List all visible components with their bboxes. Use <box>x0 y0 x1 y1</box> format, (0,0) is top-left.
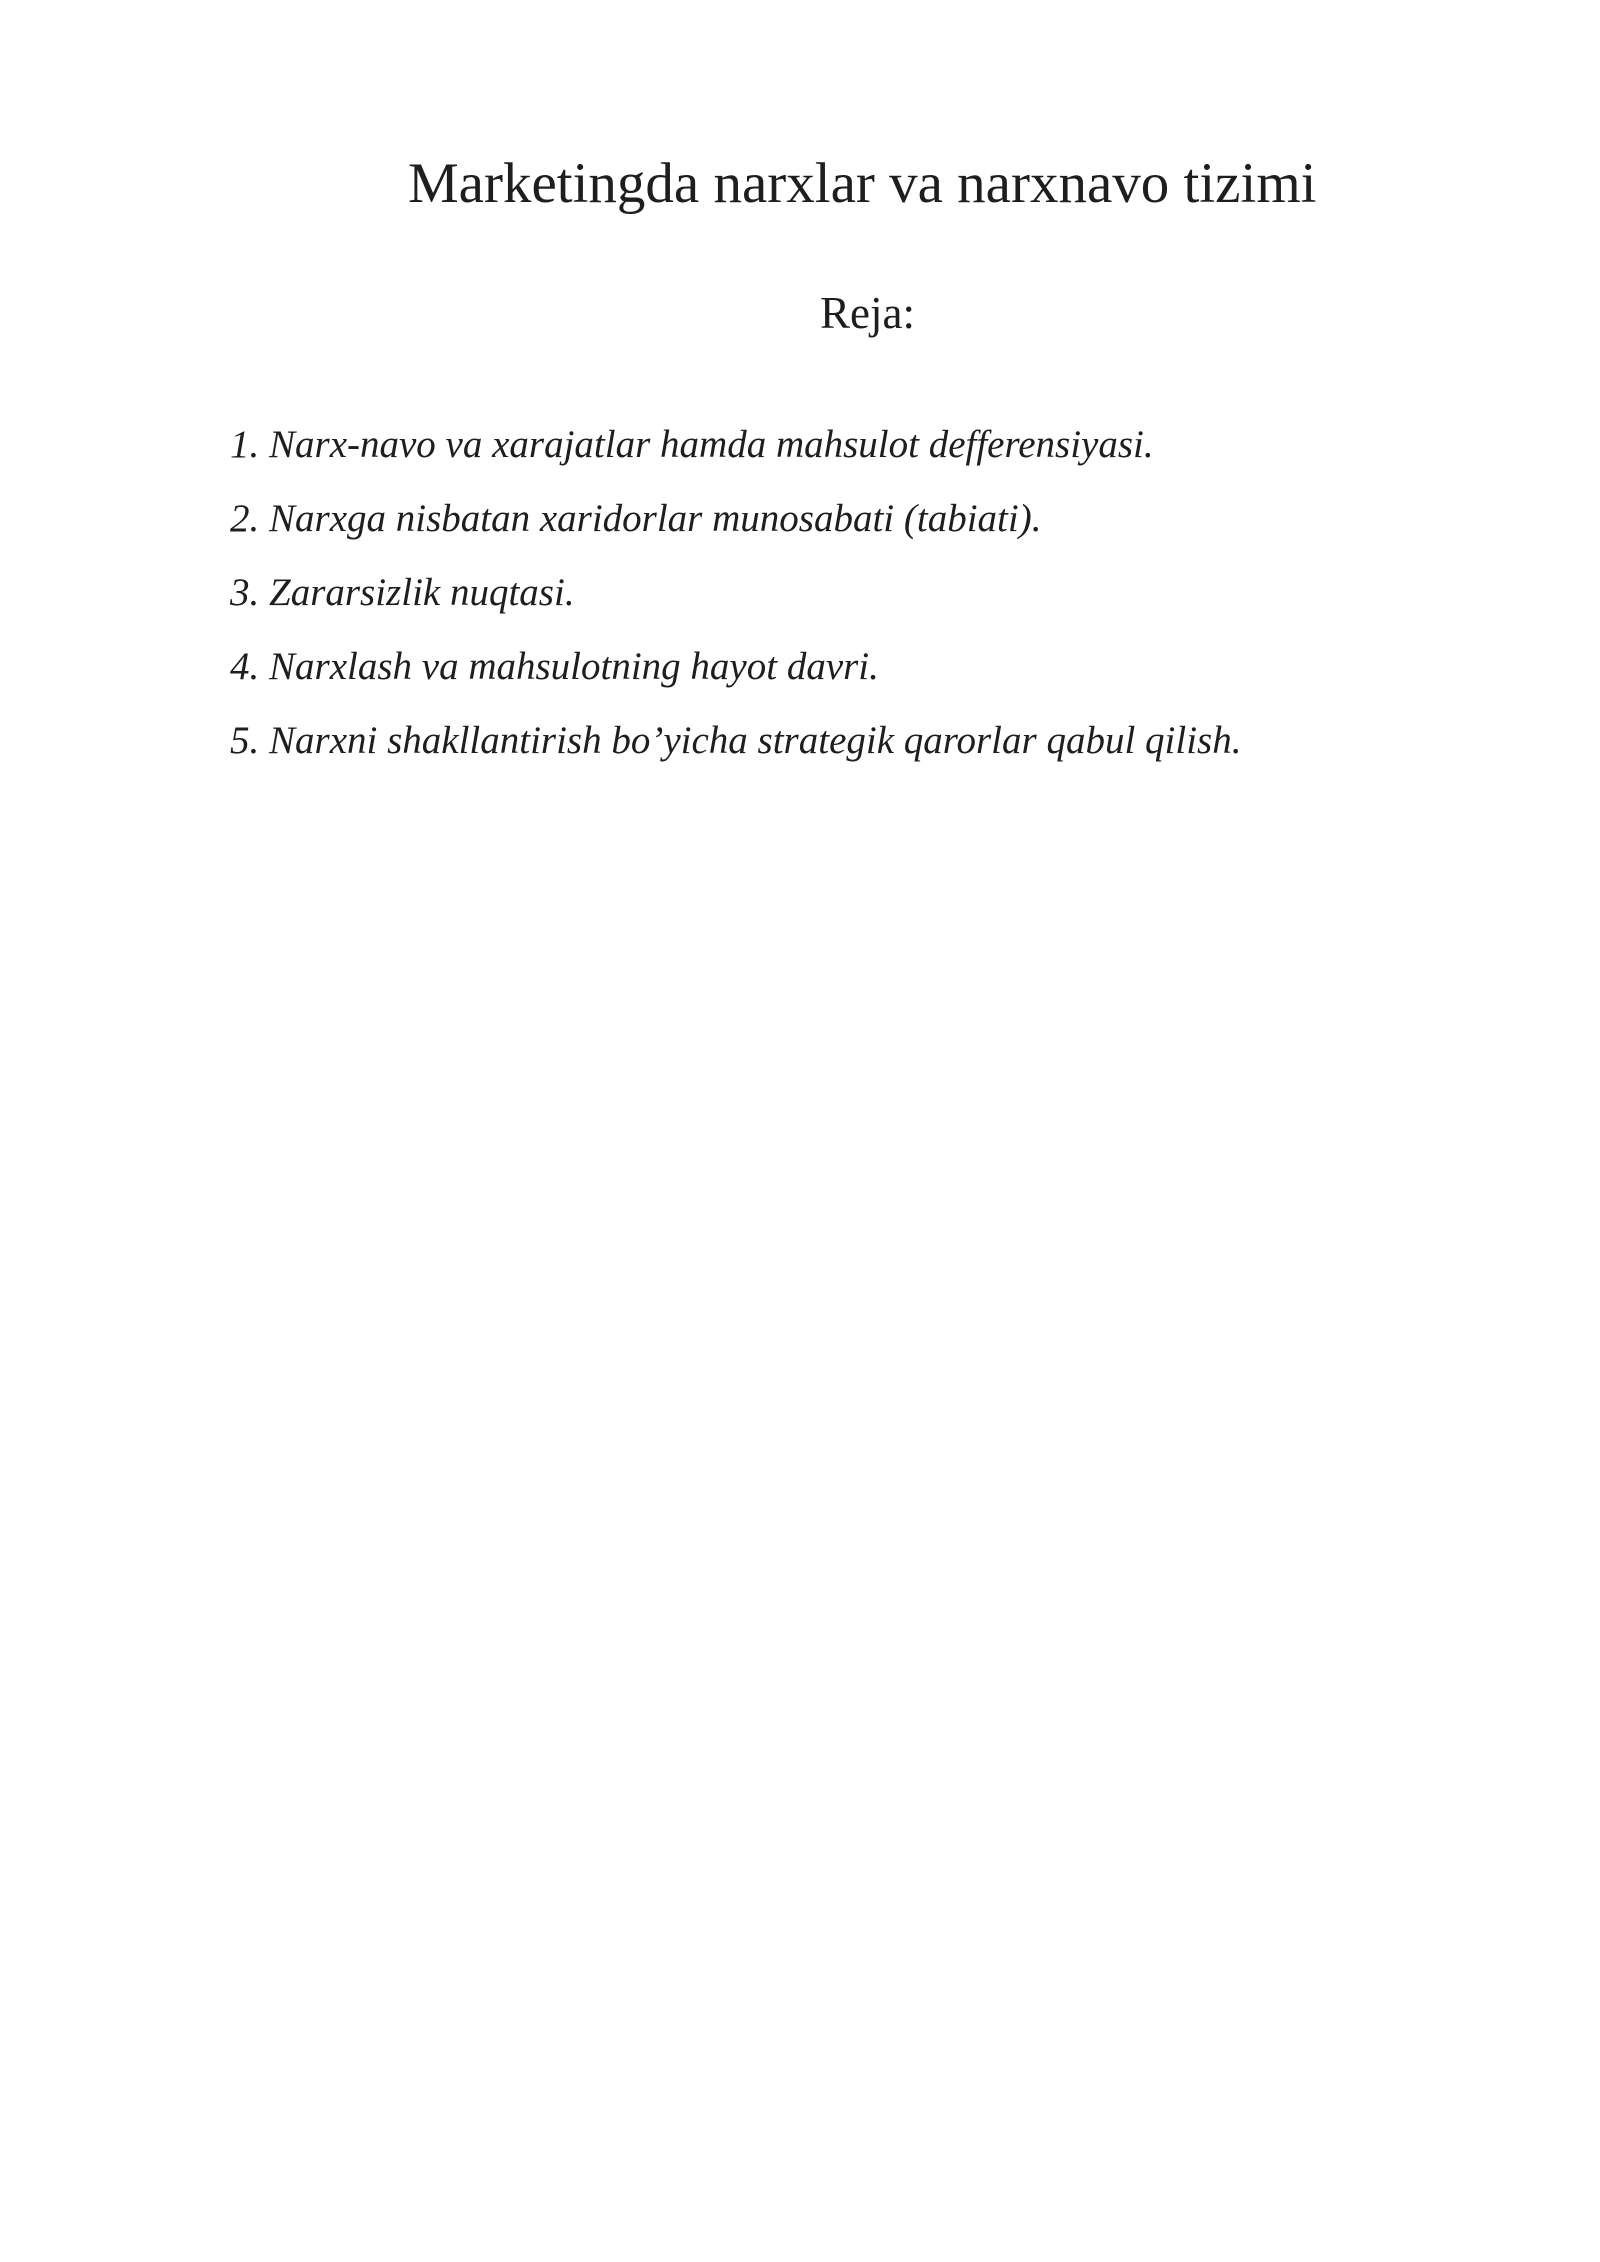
plan-item-5: 5. Narxni shakllantirish bo’yicha strategik qarorlar qabul qilish. <box>230 719 1242 762</box>
plan-list <box>230 408 1241 778</box>
document-title: Marketingda narxlar va narxnavo tizimi <box>408 152 1317 215</box>
plan-item-2: 2. Narxga nisbatan xaridorlar munosabati (tabiati). <box>230 497 1042 540</box>
plan-item-4: 4. Narxlash va mahsulotning hayot davri. <box>230 645 879 688</box>
plan-item-1: 1. Narx-navo va xarajatlar hamda mahsulot defferensiyasi. <box>230 423 1154 466</box>
plan-heading: Reja: <box>820 288 915 338</box>
plan-item-3: 3. Zararsizlik nuqtasi. <box>230 571 575 614</box>
